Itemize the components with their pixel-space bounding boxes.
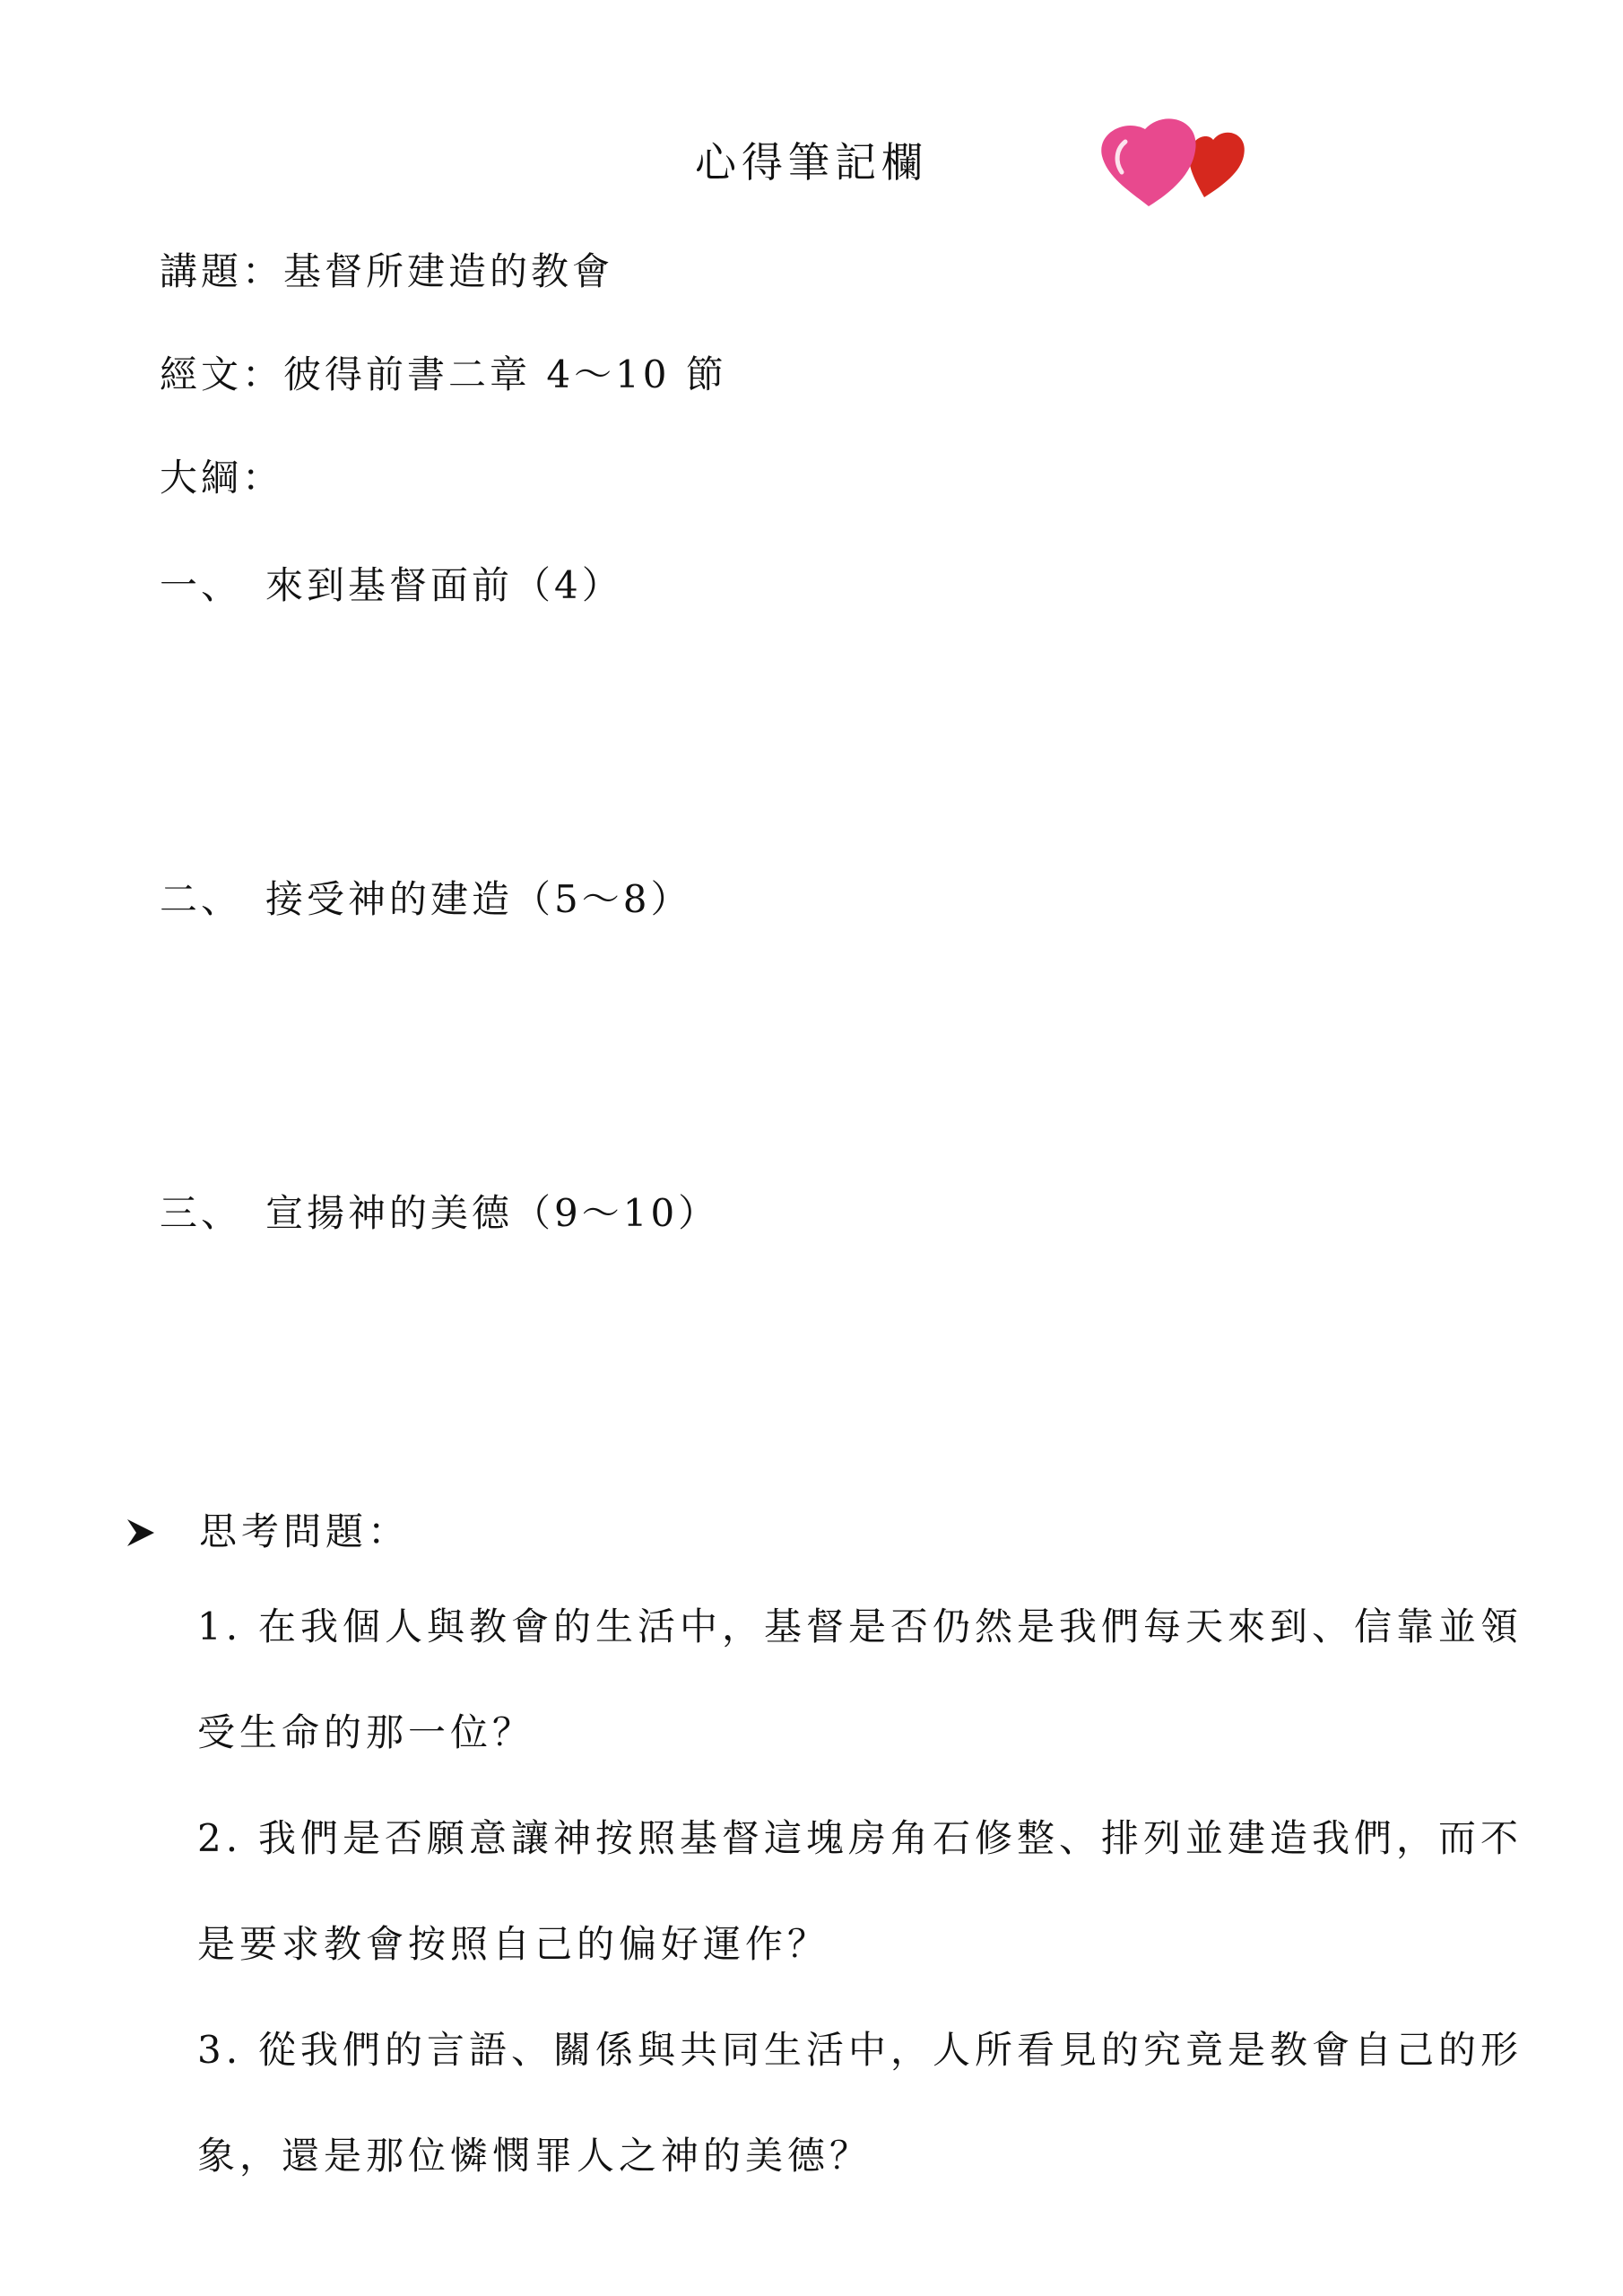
arrowhead-bullet-icon (126, 1512, 199, 1553)
questions-heading-line (126, 1502, 410, 1556)
page-title: 心得筆記欄 (695, 138, 928, 187)
topic-label: 講題： (160, 249, 284, 293)
outline-number: 一、 (160, 563, 243, 607)
topic-value: 基督所建造的教會 (283, 249, 614, 293)
outline-item (160, 556, 623, 610)
outline-text: 接受神的建造（5～8） (265, 877, 692, 921)
question-number: 1. (197, 1605, 243, 1648)
outline-number: 二、 (160, 877, 243, 921)
outline-text: 來到基督面前（4） (265, 563, 623, 607)
two-hearts-icon (1089, 106, 1260, 213)
questions-heading: 思考問題： (199, 1509, 411, 1553)
topic-line (160, 242, 613, 296)
question-text: 在我個人與教會的生活中，基督是否仍然是我們每天來到、信靠並領受生命的那一位？ (197, 1605, 1523, 1754)
scripture-value: 彼得前書二章 4～10 節 (283, 352, 727, 396)
question-item (197, 1997, 1524, 2209)
outline-text: 宣揚神的美德（9～10） (265, 1191, 720, 1235)
question-item (197, 1786, 1524, 1997)
outline-item (160, 870, 691, 924)
scripture-line (160, 345, 727, 399)
question-number: 3. (197, 2028, 243, 2072)
outline-item (160, 1184, 719, 1238)
question-number: 2. (197, 1816, 243, 1860)
outline-number: 三、 (160, 1191, 243, 1235)
question-text: 從我們的言語、關係與共同生活中，人所看見的究竟是教會自己的形象，還是那位憐憫罪人之神的美德？ (197, 2028, 1523, 2178)
question-item (197, 1574, 1524, 1786)
outline-heading: 大綱： (160, 456, 284, 500)
scripture-label: 經文： (160, 352, 284, 396)
question-text: 我們是否願意讓神按照基督這塊房角石修整、排列並建造我們，而不是要求教會按照自己的偏好運作？ (197, 1816, 1523, 1966)
